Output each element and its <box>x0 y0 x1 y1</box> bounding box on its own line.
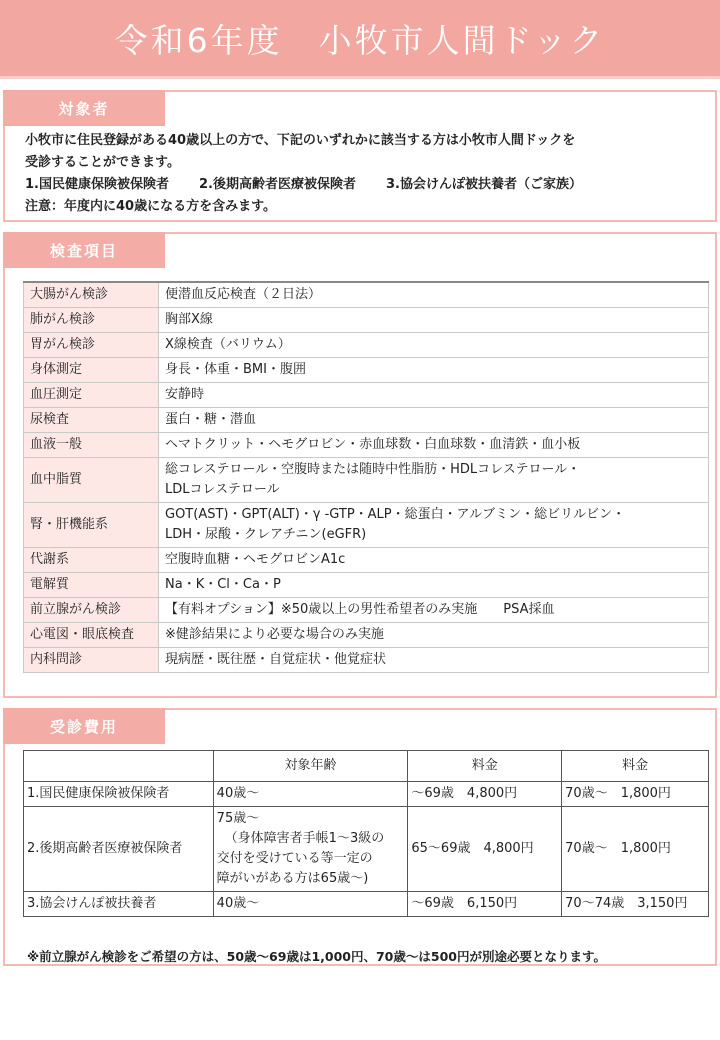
fee-amount-1: ～69歳 6,150円 <box>408 892 562 917</box>
exam-item-detail-line: 総コレステロール・空腹時または随時中性脂肪・HDLコレステロール・ <box>165 462 581 477</box>
page-title: 令和6年度 小牧市人間ドック <box>114 20 606 60</box>
exam-item-detail <box>159 573 709 598</box>
exam-item-detail <box>159 308 709 333</box>
exam-item-detail <box>159 408 709 433</box>
exam-item-detail-line: X線検査（バリウム） <box>165 337 291 352</box>
exam-item-detail-line: 【有料オプション】※50歳以上の男性希望者のみ実施 PSA採血 <box>165 602 555 617</box>
title-banner <box>0 0 720 79</box>
fees-header-row <box>24 751 709 782</box>
fee-age <box>213 782 408 807</box>
exam-item-name: 血液一般 <box>24 433 159 458</box>
exam-row <box>24 333 709 358</box>
eligibility-text <box>25 130 707 218</box>
exam-item-detail <box>159 458 709 503</box>
fee-age-line: 障がいがある方は65歳～) <box>216 871 369 886</box>
fee-amount-2: 70～74歳 3,150円 <box>562 892 709 917</box>
exam-items-heading: 検査項目 <box>3 232 165 268</box>
fee-age-line: 40歳～ <box>216 896 260 911</box>
exam-item-detail-line: LDLコレステロール <box>165 482 280 497</box>
exam-row <box>24 282 709 308</box>
exam-item-name: 血中脂質 <box>24 458 159 503</box>
fees-header-fee-1: 料金 <box>408 751 562 782</box>
exam-row <box>24 648 709 673</box>
exam-row <box>24 383 709 408</box>
fee-age <box>213 807 408 892</box>
exam-item-detail <box>159 503 709 548</box>
exam-item-detail-line: GOT(AST)・GPT(ALT)・γ -GTP・ALP・総蛋白・アルブミン・総ビリルビン・ <box>165 507 626 522</box>
fee-amount-2: 70歳～ 1,800円 <box>562 782 709 807</box>
eligibility-heading: 対象者 <box>3 90 165 126</box>
exam-items-table <box>23 281 709 673</box>
exam-item-detail <box>159 548 709 573</box>
eligibility-line-1: 小牧市に住民登録がある40歳以上の方で、下記のいずれかに該当する方は小牧市人間ドックを <box>25 133 576 148</box>
exam-item-detail <box>159 383 709 408</box>
eligibility-note: 注意：年度内に40歳になる方を含みます。 <box>25 199 277 214</box>
fee-amount-2: 70歳～ 1,800円 <box>562 807 709 892</box>
eligibility-line-2: 受診することができます。 <box>25 155 180 170</box>
exam-item-detail-line: 胸部X線 <box>165 312 213 327</box>
exam-item-detail-line: 便潜血反応検査（２日法） <box>165 287 322 302</box>
exam-row <box>24 458 709 503</box>
fee-age-line: 40歳～ <box>216 786 260 801</box>
exam-row <box>24 308 709 333</box>
eligible-group-3: 3.協会けんぽ被扶養者（ご家族） <box>385 177 582 192</box>
fee-row <box>24 807 709 892</box>
exam-item-name: 尿検査 <box>24 408 159 433</box>
exam-items-section <box>3 232 717 698</box>
fee-group: 3.協会けんぽ被扶養者 <box>24 892 214 917</box>
fees-table <box>23 750 709 917</box>
fee-age-line: 交付を受けている等一定の <box>216 851 373 866</box>
exam-row <box>24 433 709 458</box>
exam-item-detail <box>159 282 709 308</box>
exam-item-detail <box>159 358 709 383</box>
fee-group: 1.国民健康保険被保険者 <box>24 782 214 807</box>
fees-header-age: 対象年齢 <box>213 751 408 782</box>
fee-row <box>24 892 709 917</box>
exam-item-name: 胃がん検診 <box>24 333 159 358</box>
exam-item-name: 前立腺がん検診 <box>24 598 159 623</box>
exam-item-detail <box>159 648 709 673</box>
fees-heading: 受診費用 <box>3 708 165 744</box>
fee-group: 2.後期高齢者医療被保険者 <box>24 807 214 892</box>
exam-item-detail-line: 身長・体重・BMI・腹囲 <box>165 362 306 377</box>
exam-item-detail <box>159 333 709 358</box>
exam-item-detail-line: 現病歴・既往歴・自覚症状・他覚症状 <box>165 652 387 667</box>
exam-item-detail-line: ※健診結果により必要な場合のみ実施 <box>165 627 384 642</box>
fees-header-blank <box>24 751 214 782</box>
exam-item-detail-line: ヘマトクリット・ヘモグロビン・赤血球数・白血球数・血清鉄・血小板 <box>165 437 581 452</box>
fee-age-line: 75歳～ <box>216 811 260 826</box>
exam-item-detail-line: LDH・尿酸・クレアチニン(eGFR) <box>165 527 367 542</box>
exam-row <box>24 358 709 383</box>
fees-header-fee-2: 料金 <box>562 751 709 782</box>
exam-item-detail <box>159 623 709 648</box>
exam-item-name: 代謝系 <box>24 548 159 573</box>
exam-item-detail <box>159 433 709 458</box>
exam-item-name: 心電図・眼底検査 <box>24 623 159 648</box>
fee-amount-1: 65～69歳 4,800円 <box>408 807 562 892</box>
fee-age-line: （身体障害者手帳1～3級の <box>224 831 385 846</box>
exam-item-name: 大腸がん検診 <box>24 282 159 308</box>
eligible-group-2: 2.後期高齢者医療被保険者 <box>198 177 356 192</box>
exam-item-name: 電解質 <box>24 573 159 598</box>
exam-item-detail <box>159 598 709 623</box>
exam-row <box>24 573 709 598</box>
exam-item-name: 腎・肝機能系 <box>24 503 159 548</box>
fees-section <box>3 708 717 966</box>
eligible-groups <box>25 174 707 196</box>
fee-age <box>213 892 408 917</box>
exam-item-detail-line: 安静時 <box>165 387 205 402</box>
exam-item-name: 肺がん検診 <box>24 308 159 333</box>
fee-row <box>24 782 709 807</box>
exam-row <box>24 408 709 433</box>
exam-item-name: 血圧測定 <box>24 383 159 408</box>
exam-row <box>24 503 709 548</box>
exam-item-name: 内科問診 <box>24 648 159 673</box>
exam-item-detail-line: Na・K・Cl・Ca・P <box>165 577 281 592</box>
exam-item-detail-line: 蛋白・糖・潜血 <box>165 412 257 427</box>
eligibility-section <box>3 90 717 222</box>
exam-row <box>24 623 709 648</box>
fees-note: ※前立腺がん検診をご希望の方は、50歳～69歳は1,000円、70歳～は500円が別途必要となります。 <box>27 949 606 964</box>
exam-row <box>24 548 709 573</box>
fee-amount-1: ～69歳 4,800円 <box>408 782 562 807</box>
exam-row <box>24 598 709 623</box>
exam-item-detail-line: 空腹時血糖・ヘモグロビンA1c <box>165 552 346 567</box>
exam-item-name: 身体測定 <box>24 358 159 383</box>
eligible-group-1: 1.国民健康保険被保険者 <box>25 177 169 192</box>
